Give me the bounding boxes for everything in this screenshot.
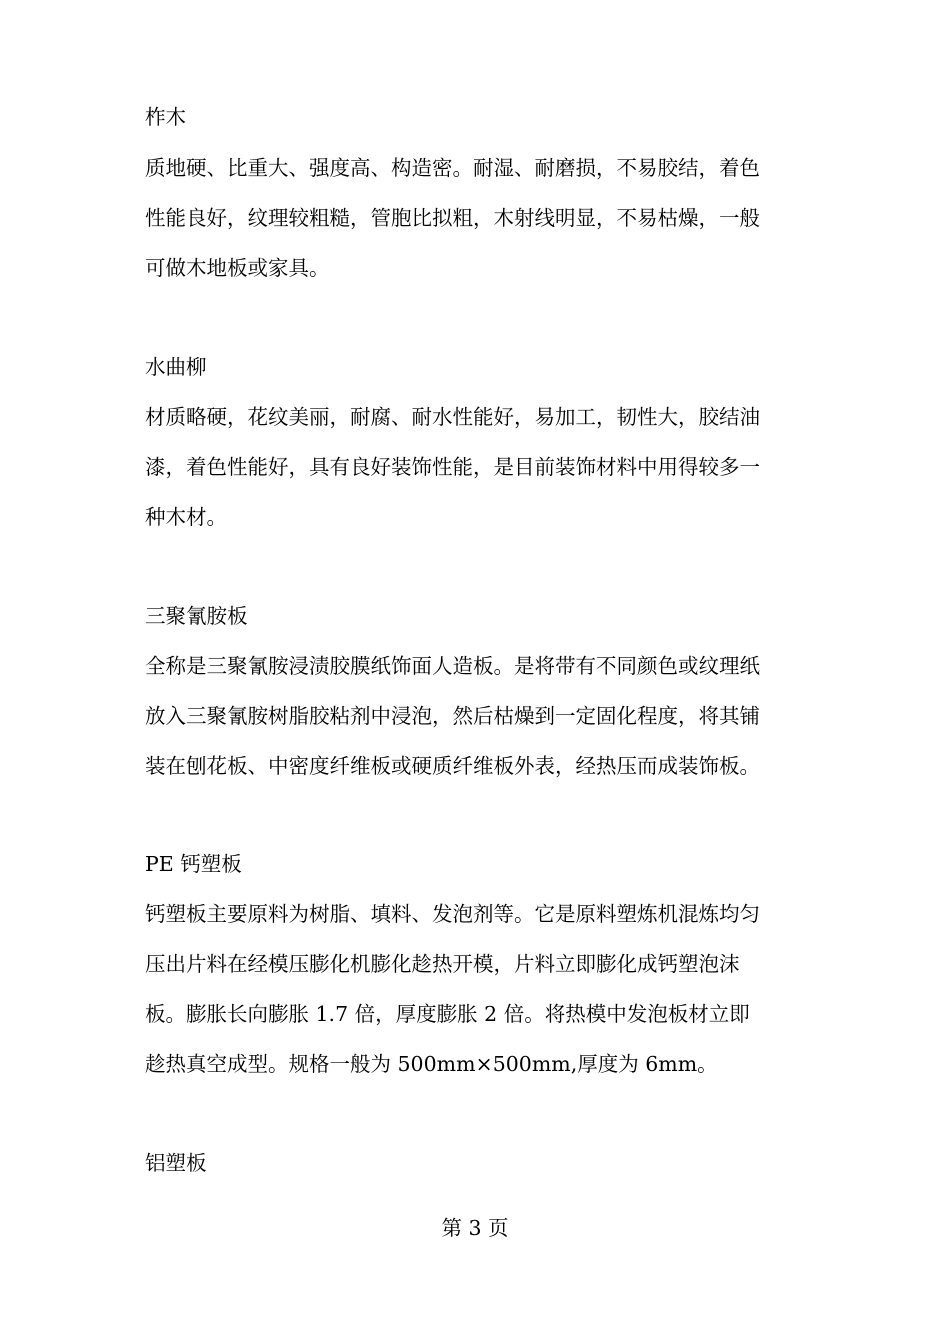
section-heading: PE 钙塑板 <box>145 852 242 876</box>
section-heading: 铝塑板 <box>145 1151 207 1175</box>
paragraph-line: 趁热真空成型。规格一般为 500mm×500mm,厚度为 6mm。 <box>145 1052 718 1076</box>
page-number: 第 3 页 <box>441 1216 509 1240</box>
paragraph-line: 装在刨花板、中密度纤维板或硬质纤维板外表，经热压而成装饰板。 <box>145 754 760 778</box>
paragraph-line: 材质略硬，花纹美丽，耐腐、耐水性能好，易加工，韧性大，胶结油 <box>145 405 760 429</box>
paragraph-line: 钙塑板主要原料为树脂、填料、发泡剂等。它是原料塑炼机混炼均匀 <box>145 902 760 926</box>
section-heading: 水曲柳 <box>145 355 207 379</box>
section-heading: 三聚氰胺板 <box>145 604 248 628</box>
paragraph-line: 压出片料在经模压膨化机膨化趁热开模，片料立即膨化成钙塑泡沫 <box>145 952 740 976</box>
paragraph-line: 板。膨胀长向膨胀 1.7 倍，厚度膨胀 2 倍。将热模中发泡板材立即 <box>145 1002 750 1026</box>
paragraph-line: 放入三聚氰胺树脂胶粘剂中浸泡，然后枯燥到一定固化程度，将其铺 <box>145 704 760 728</box>
paragraph-line: 全称是三聚氰胺浸渍胶膜纸饰面人造板。是将带有不同颜色或纹理纸 <box>145 654 760 678</box>
paragraph-line: 可做木地板或家具。 <box>145 256 330 280</box>
paragraph-line: 漆，着色性能好，具有良好装饰性能，是目前装饰材料中用得较多一 <box>145 455 760 479</box>
paragraph-line: 性能良好，纹理较粗糙，管胞比拟粗，木射线明显，不易枯燥，一般 <box>145 206 760 230</box>
paragraph-line: 种木材。 <box>145 505 227 529</box>
paragraph-line: 质地硬、比重大、强度高、构造密。耐湿、耐磨损，不易胶结，着色 <box>145 156 760 180</box>
section-heading: 柞木 <box>145 105 186 129</box>
